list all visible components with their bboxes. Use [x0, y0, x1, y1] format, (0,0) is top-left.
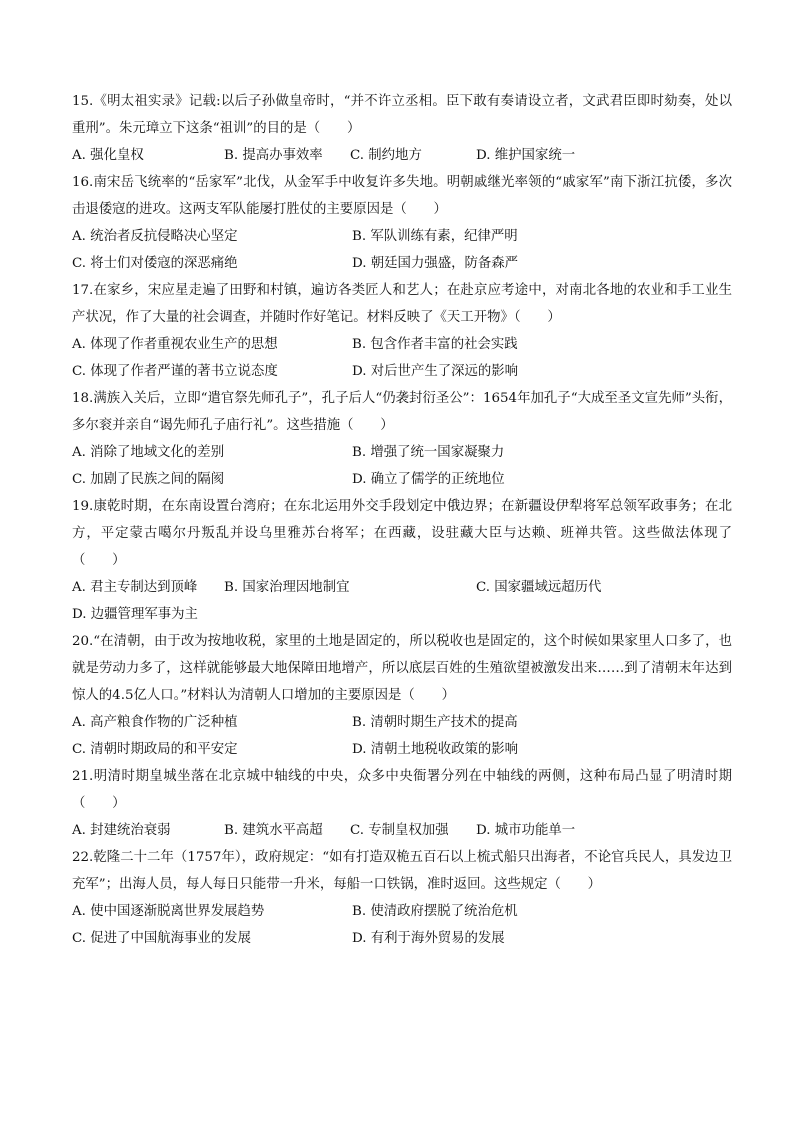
option-c[interactable]: C. 国家疆域远超历代: [476, 580, 602, 595]
option-b[interactable]: B. 使清政府摆脱了统治危机: [352, 904, 518, 919]
question-stem: 16.南宋岳飞统率的“岳家军”北伐，从金军手中收复许多失地。明朝戚继光率领的“戚家军”南下浙江抗倭，多次击退倭寇的进攻。这两支军队能屡打胜仗的主要原因是（ ）: [72, 175, 732, 217]
question-22: [72, 844, 732, 952]
option-d[interactable]: D. 维护国家统一: [476, 148, 576, 163]
exam-page: [72, 88, 732, 952]
option-d[interactable]: D. 城市功能单一: [476, 823, 576, 838]
option-d[interactable]: D. 有利于海外贸易的发展: [352, 931, 505, 946]
question-stem: 17.在家乡，宋应星走遍了田野和村镇，遍访各类匠人和艺人；在赴京应考途中，对南北各地的农业和手工业生产状况，作了大量的社会调查，并随时作好笔记。材料反映了《天工开物》（ ）: [72, 283, 732, 325]
question-20: [72, 628, 732, 763]
option-b[interactable]: B. 建筑水平高超: [224, 823, 323, 838]
option-c[interactable]: C. 清朝时期政局的和平安定: [72, 742, 238, 757]
option-c[interactable]: C. 促进了中国航海事业的发展: [72, 931, 251, 946]
option-d[interactable]: D. 确立了儒学的正统地位: [352, 472, 505, 487]
question-17: [72, 277, 732, 385]
option-b[interactable]: B. 国家治理因地制宜: [224, 580, 350, 595]
option-c[interactable]: C. 专制皇权加强: [350, 823, 449, 838]
question-15: [72, 88, 732, 169]
option-b[interactable]: B. 包含作者丰富的社会实践: [352, 337, 518, 352]
option-a[interactable]: A. 封建统治衰弱: [72, 823, 171, 838]
option-list: [72, 817, 732, 844]
option-b[interactable]: B. 增强了统一国家凝聚力: [352, 445, 505, 460]
question-19: [72, 493, 732, 628]
question-stem: 19.康乾时期，在东南设置台湾府；在东北运用外交手段划定中俄边界；在新疆设伊犁将军总领军政事务；在北方，平定蒙古噶尔丹叛乱并设乌里雅苏台将军；在西藏，设驻藏大臣与达赖、班禅共管。这些做法体现了（ ）: [72, 499, 732, 568]
option-c[interactable]: C. 制约地方: [350, 148, 422, 163]
option-list: [72, 223, 732, 277]
option-d[interactable]: D. 边疆管理军事为主: [72, 607, 198, 622]
option-a[interactable]: A. 消除了地域文化的差别: [72, 445, 225, 460]
option-b[interactable]: B. 清朝时期生产技术的提高: [352, 715, 518, 730]
option-b[interactable]: B. 提高办事效率: [224, 148, 323, 163]
option-c[interactable]: C. 体现了作者严谨的著书立说态度: [72, 364, 278, 379]
option-list: [72, 709, 732, 763]
option-list: [72, 331, 732, 385]
option-a[interactable]: A. 强化皇权: [72, 148, 144, 163]
option-a[interactable]: A. 高产粮食作物的广泛种植: [72, 715, 238, 730]
option-c[interactable]: C. 加剧了民族之间的隔阂: [72, 472, 225, 487]
option-d[interactable]: D. 朝廷国力强盛，防备森严: [352, 256, 519, 271]
option-d[interactable]: D. 清朝土地税收政策的影响: [352, 742, 519, 757]
question-stem: 18.满族入关后，立即“遣官祭先师孔子”，孔子后人“仍袭封衍圣公”：1654年加孔子“大成至圣文宣先师”头衔，多尔衮并亲自“谒先师孔子庙行礼”。这些措施（ ）: [72, 391, 732, 433]
question-stem: 22.乾隆二十二年（1757年），政府规定：“如有打造双桅五百石以上梳式船只出海者，不论官兵民人，具发边卫充军”；出海人员，每人每日只能带一升米，每船一口铁锅，准时返回。这些规定（ ）: [72, 850, 732, 892]
question-stem: 20.“在清朝，由于改为按地收税，家里的土地是固定的，所以税收也是固定的，这个时候如果家里人口多了，也就是劳动力多了，这样就能够最大地保障田地增产，所以底层百姓的生殖欲望被激发出来……到了清朝末年达到惊人的4.5亿人口。”材料认为清朝人口增加的主要原因是（ ）: [72, 634, 732, 703]
option-a[interactable]: A. 体现了作者重视农业生产的思想: [72, 337, 278, 352]
option-b[interactable]: B. 军队训练有素，纪律严明: [352, 229, 518, 244]
option-list: [72, 574, 732, 628]
option-list: [72, 898, 732, 952]
option-a[interactable]: A. 统治者反抗侵略决心坚定: [72, 229, 238, 244]
option-d[interactable]: D. 对后世产生了深远的影响: [352, 364, 519, 379]
option-list: [72, 142, 732, 169]
option-list: [72, 439, 732, 493]
option-c[interactable]: C. 将士们对倭寇的深恶痛绝: [72, 256, 238, 271]
question-21: [72, 763, 732, 844]
question-16: [72, 169, 732, 277]
option-a[interactable]: A. 君主专制达到顶峰: [72, 580, 198, 595]
question-stem: 21.明清时期皇城坐落在北京城中轴线的中央，众多中央衙署分列在中轴线的两侧，这种布局凸显了明清时期（ ）: [72, 769, 732, 811]
question-stem: 15.《明太祖实录》记载:以后子孙做皇帝时，“并不许立丞相。臣下敢有奏请设立者，文武君臣即时劾奏，处以重刑”。朱元璋立下这条“祖训”的目的是（ ）: [72, 94, 732, 136]
option-a[interactable]: A. 使中国逐渐脱离世界发展趋势: [72, 904, 265, 919]
question-18: [72, 385, 732, 493]
